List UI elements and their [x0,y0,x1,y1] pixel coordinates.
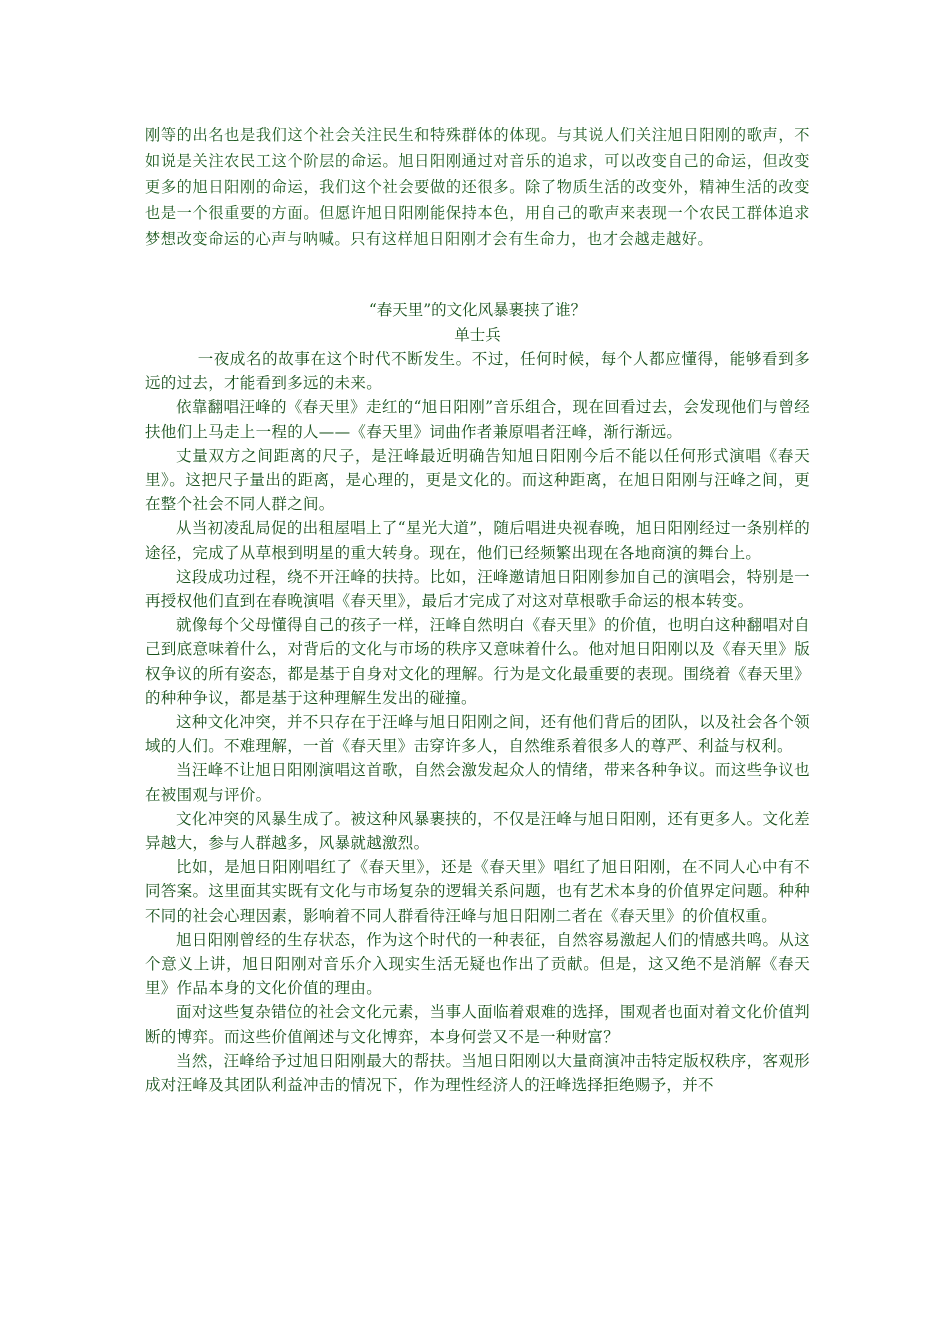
body-paragraph: 丈量双方之间距离的尺子，是汪峰最近明确告知旭日阳刚今后不能以任何形式演唱《春天里》。这把尺子量出的距离，是心理的，更是文化的。而这种距离，在旭日阳刚与汪峰之间，更在整个社会不同人群之间。 [145,446,810,514]
body-paragraph: 旭日阳刚曾经的生存状态，作为这个时代的一种表征，自然容易激起人们的情感共鸣。从这个意义上讲，旭日阳刚对音乐介入现实生活无疑也作出了贡献。但是，这又绝不是消解《春天里》作品本身的文化价值的理由。 [145,930,810,998]
article-title: “春天里”的文化风暴裹挟了谁？ [368,301,587,319]
body-paragraph: 比如，是旭日阳刚唱红了《春天里》，还是《春天里》唱红了旭日阳刚，在不同人心中有不同答案。这里面其实既有文化与市场复杂的逻辑关系问题，也有艺术本身的价值界定问题。种种不同的社会心理因素，影响着不同人群看待汪峰与旭日阳刚二者在《春天里》的价值权重。 [145,858,810,925]
article-body [145,347,810,1097]
body-paragraph: 一夜成名的故事在这个时代不断发生。不过，任何时候，每个人都应懂得，能够看到多远的过去，才能看到多远的未来。 [145,350,810,393]
body-paragraph: 依靠翻唱汪峰的《春天里》走红的“旭日阳刚”音乐组合，现在回看过去，会发现他们与曾经扶他们上马走上一程的人——《春天里》词曲作者兼原唱者汪峰，渐行渐远。 [145,398,810,441]
article-author: 单士兵 [454,326,501,344]
body-paragraph: 文化冲突的风暴生成了。被这种风暴裹挟的，不仅是汪峰与旭日阳刚，还有更多人。文化差异越大，参与人群越多，风暴就越激烈。 [145,809,810,853]
body-paragraph: 当汪峰不让旭日阳刚演唱这首歌，自然会激发起众人的情绪，带来各种争议。而这些争议也在被围观与评价。 [145,761,810,804]
body-paragraph: 这种文化冲突，并不只存在于汪峰与旭日阳刚之间，还有他们背后的团队，以及社会各个领域的人们。不难理解，一首《春天里》击穿许多人，自然维系着很多人的尊严、利益与权利。 [145,713,810,756]
body-paragraph: 就像每个父母懂得自己的孩子一样，汪峰自然明白《春天里》的价值，也明白这种翻唱对自己到底意味着什么，对背后的文化与市场的秩序又意味着什么。他对旭日阳刚以及《春天里》版权争议的所有姿态，都是基于自身对文化的理解。行为是文化最重要的表现。围绕着《春天里》的种种争议，都是基于这种理解生发出的碰撞。 [145,616,810,707]
body-paragraph: 从当初凌乱局促的出租屋唱上了“星光大道”，随后唱进央视春晚，旭日阳刚经过一条别样的途径，完成了从草根到明星的重大转身。现在，他们已经频繁出现在各地商演的舞台上。 [145,519,810,562]
body-paragraph: 这段成功过程，绕不开汪峰的扶持。比如，汪峰邀请旭日阳刚参加自己的演唱会，特别是一再授权他们直到在春晚演唱《春天里》，最后才完成了对这对草根歌手命运的根本转变。 [145,567,810,611]
intro-paragraph: 刚等的出名也是我们这个社会关注民生和特殊群体的体现。与其说人们关注旭日阳刚的歌声，不如说是关注农民工这个阶层的命运。旭日阳刚通过对音乐的追求，可以改变自己的命运，但改变更多的旭日阳刚的命运，我们这个社会要做的还很多。除了物质生活的改变外，精神生活的改变也是一个很重要的方面。但愿许旭日阳刚能保持本色，用自己的歌声来表现一个农民工群体追求梦想改变命运的心声与呐喊。只有这样旭日阳刚才会有生命力，也才会越走越好。 [145,126,810,248]
body-paragraph: 当然，汪峰给予过旭日阳刚最大的帮扶。当旭日阳刚以大量商演冲击特定版权秩序，客观形成对汪峰及其团队利益冲击的情况下，作为理性经济人的汪峰选择拒绝赐予，并不 [145,1051,810,1095]
body-paragraph: 面对这些复杂错位的社会文化元素，当事人面临着艰难的选择，围观者也面对着文化价值判断的博弈。而这些价值阐述与文化博弈，本身何尝又不是一种财富？ [145,1003,810,1046]
